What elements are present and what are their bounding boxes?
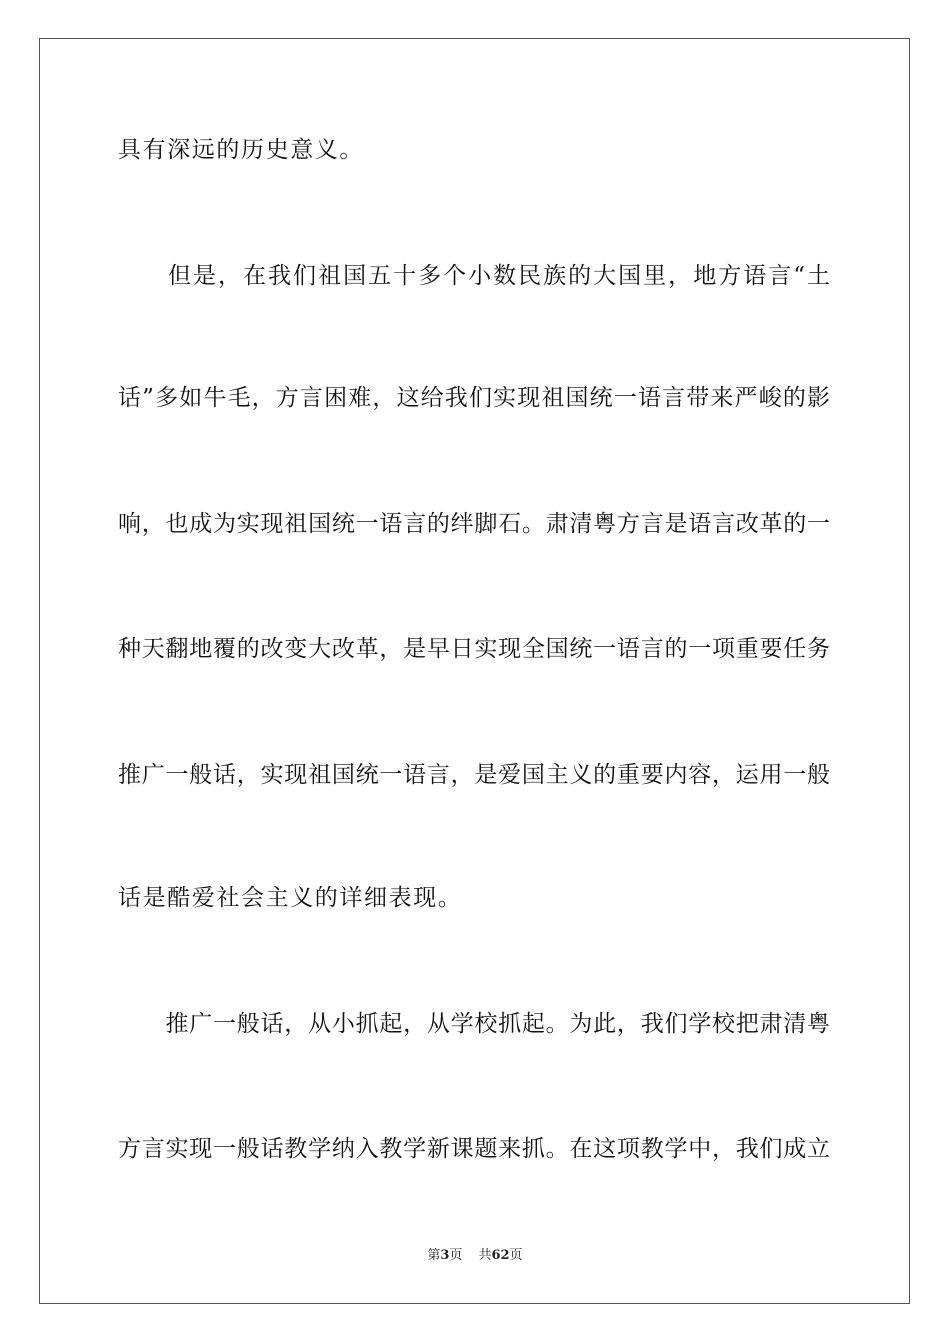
page-number: 3 <box>440 1248 450 1263</box>
page-prefix: 第 <box>427 1248 441 1263</box>
page-border <box>39 38 910 1304</box>
text-line-7: 话是酷爱社会主义的详细表现。 <box>118 885 463 911</box>
text-line-4: 响，也成为实现祖国统一语言的绊脚石。肃清粤方言是语言改革的一 <box>118 511 830 537</box>
text-line-5: 种天翻地覆的改变大改革，是早日实现全国统一语言的一项重要任务 <box>118 636 830 662</box>
text-line-3: 话”多如牛毛，方言困难，这给我们实现祖国统一语言带来严峻的影 <box>118 385 830 411</box>
text-line-1: 具有深远的历史意义。 <box>118 137 364 163</box>
total-prefix: 共 <box>478 1248 492 1263</box>
total-suffix: 页 <box>509 1248 523 1263</box>
text-line-6: 推广一般话，实现祖国统一语言，是爱国主义的重要内容，运用一般 <box>118 762 830 788</box>
page-footer <box>0 1247 950 1265</box>
text-line-2: 但是，在我们祖国五十多个小数民族的大国里，地方语言“土 <box>118 263 830 289</box>
page-suffix: 页 <box>449 1248 463 1263</box>
text-line-9: 方言实现一般话教学纳入教学新课题来抓。在这项教学中，我们成立 <box>118 1136 830 1162</box>
text-line-8: 推广一般话，从小抓起，从学校抓起。为此，我们学校把肃清粤 <box>118 1011 830 1037</box>
total-pages: 62 <box>491 1248 510 1263</box>
